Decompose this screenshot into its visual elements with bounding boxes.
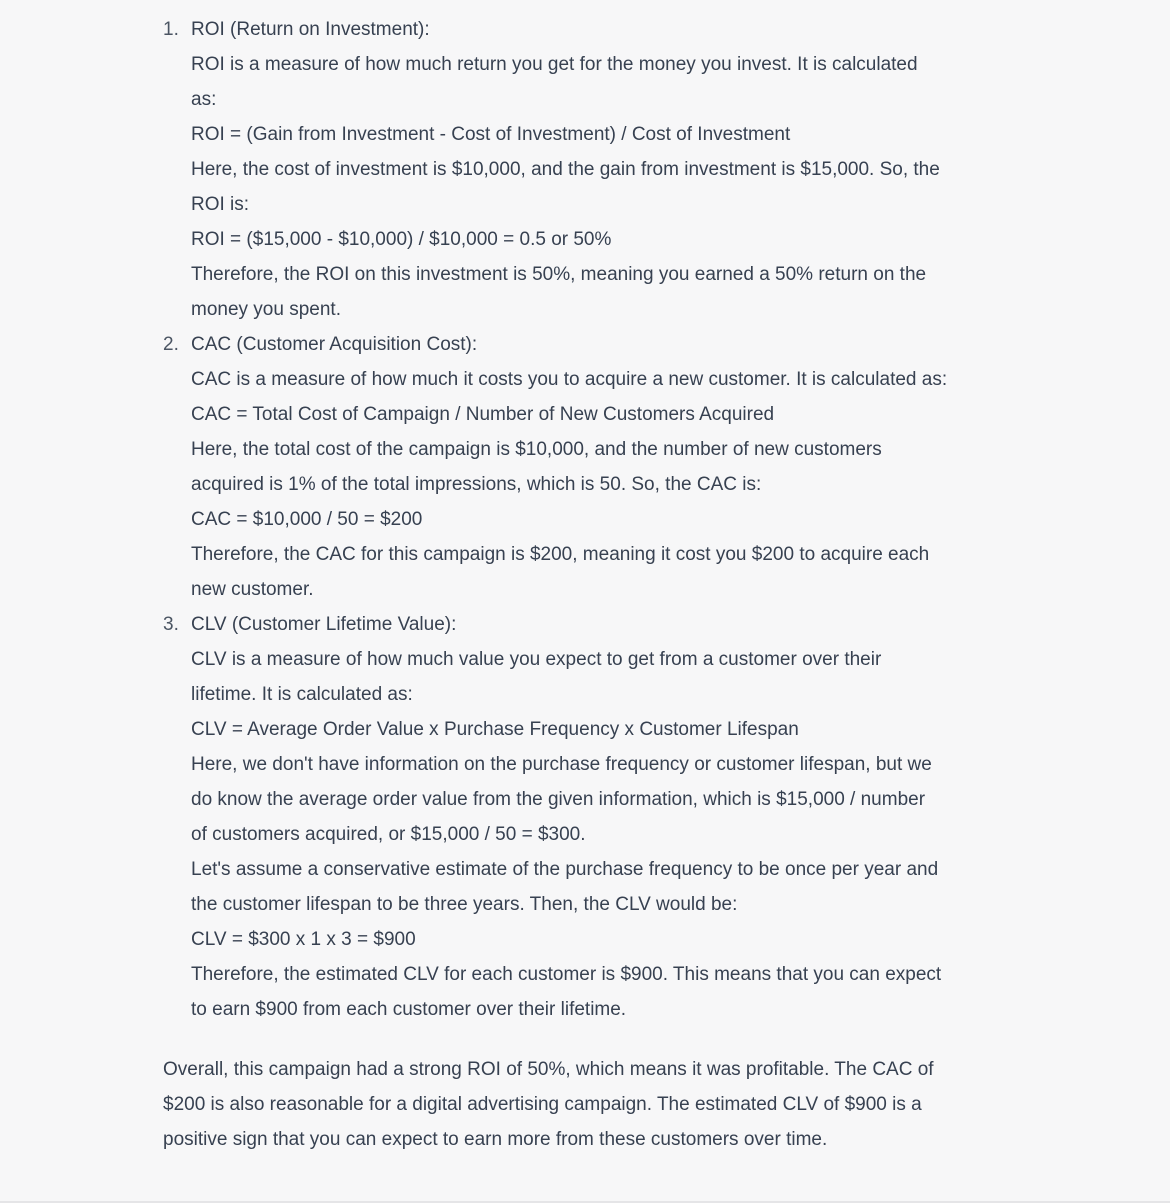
item-heading: ROI (Return on Investment): (191, 19, 430, 40)
item-text: money you spent. (191, 299, 341, 320)
item-text: new customer. (191, 579, 314, 600)
item-text: lifetime. It is calculated as: (191, 684, 413, 705)
item-text: Here, the total cost of the campaign is $10,000, and the number of new customers (191, 439, 882, 460)
formula-text: CLV = Average Order Value x Purchase Frequency x Customer Lifespan (191, 719, 799, 740)
item-text: Therefore, the ROI on this investment is 50%, meaning you earned a 50% return on the (191, 264, 927, 285)
list-number: 3. (163, 614, 179, 635)
item-text: CAC is a measure of how much it costs you to acquire a new customer. It is calculated as: (191, 369, 948, 390)
formula-text: CAC = Total Cost of Campaign / Number of New Customers Acquired (191, 404, 775, 425)
list-item-cac (163, 327, 983, 607)
item-text: do know the average order value from the given information, which is $15,000 / number (191, 789, 926, 810)
item-text: Here, the cost of investment is $10,000, and the gain from investment is $15,000. So, the (191, 159, 940, 180)
formula-text: ROI = (Gain from Investment - Cost of Investment) / Cost of Investment (191, 124, 791, 145)
list-item-roi (163, 12, 983, 327)
list-item-clv (163, 607, 983, 1027)
item-text: CLV is a measure of how much value you expect to get from a customer over their (191, 649, 882, 670)
summary-text: $200 is also reasonable for a digital advertising campaign. The estimated CLV of $900 is a (163, 1094, 922, 1115)
item-text: to earn $900 from each customer over their lifetime. (191, 999, 627, 1020)
summary-text: positive sign that you can expect to earn more from these customers over time. (163, 1129, 828, 1150)
formula-text: CLV = $300 x 1 x 3 = $900 (191, 929, 416, 950)
summary-paragraph (163, 1052, 983, 1157)
item-text: Therefore, the estimated CLV for each customer is $900. This means that you can expect (191, 964, 942, 985)
assistant-message (163, 12, 983, 1157)
item-heading: CLV (Customer Lifetime Value): (191, 614, 457, 635)
item-text: Therefore, the CAC for this campaign is $200, meaning it cost you $200 to acquire each (191, 544, 930, 565)
item-text: the customer lifespan to be three years. Then, the CLV would be: (191, 894, 738, 915)
item-text: of customers acquired, or $15,000 / 50 = $300. (191, 824, 586, 845)
summary-text: Overall, this campaign had a strong ROI of 50%, which means it was profitable. The CAC of (163, 1059, 934, 1080)
item-text: ROI is: (191, 194, 250, 215)
list-number: 1. (163, 19, 179, 40)
item-text: acquired is 1% of the total impressions, which is 50. So, the CAC is: (191, 474, 762, 495)
item-heading: CAC (Customer Acquisition Cost): (191, 334, 478, 355)
item-text: ROI is a measure of how much return you get for the money you invest. It is calculated (191, 54, 918, 75)
item-text: as: (191, 89, 217, 110)
item-text: Let's assume a conservative estimate of the purchase frequency to be once per year and (191, 859, 939, 880)
formula-text: CAC = $10,000 / 50 = $200 (191, 509, 423, 530)
list-number: 2. (163, 334, 179, 355)
item-text: Here, we don't have information on the purchase frequency or customer lifespan, but we (191, 754, 932, 775)
formula-text: ROI = ($15,000 - $10,000) / $10,000 = 0.5 or 50% (191, 229, 612, 250)
metrics-list (163, 12, 983, 1027)
